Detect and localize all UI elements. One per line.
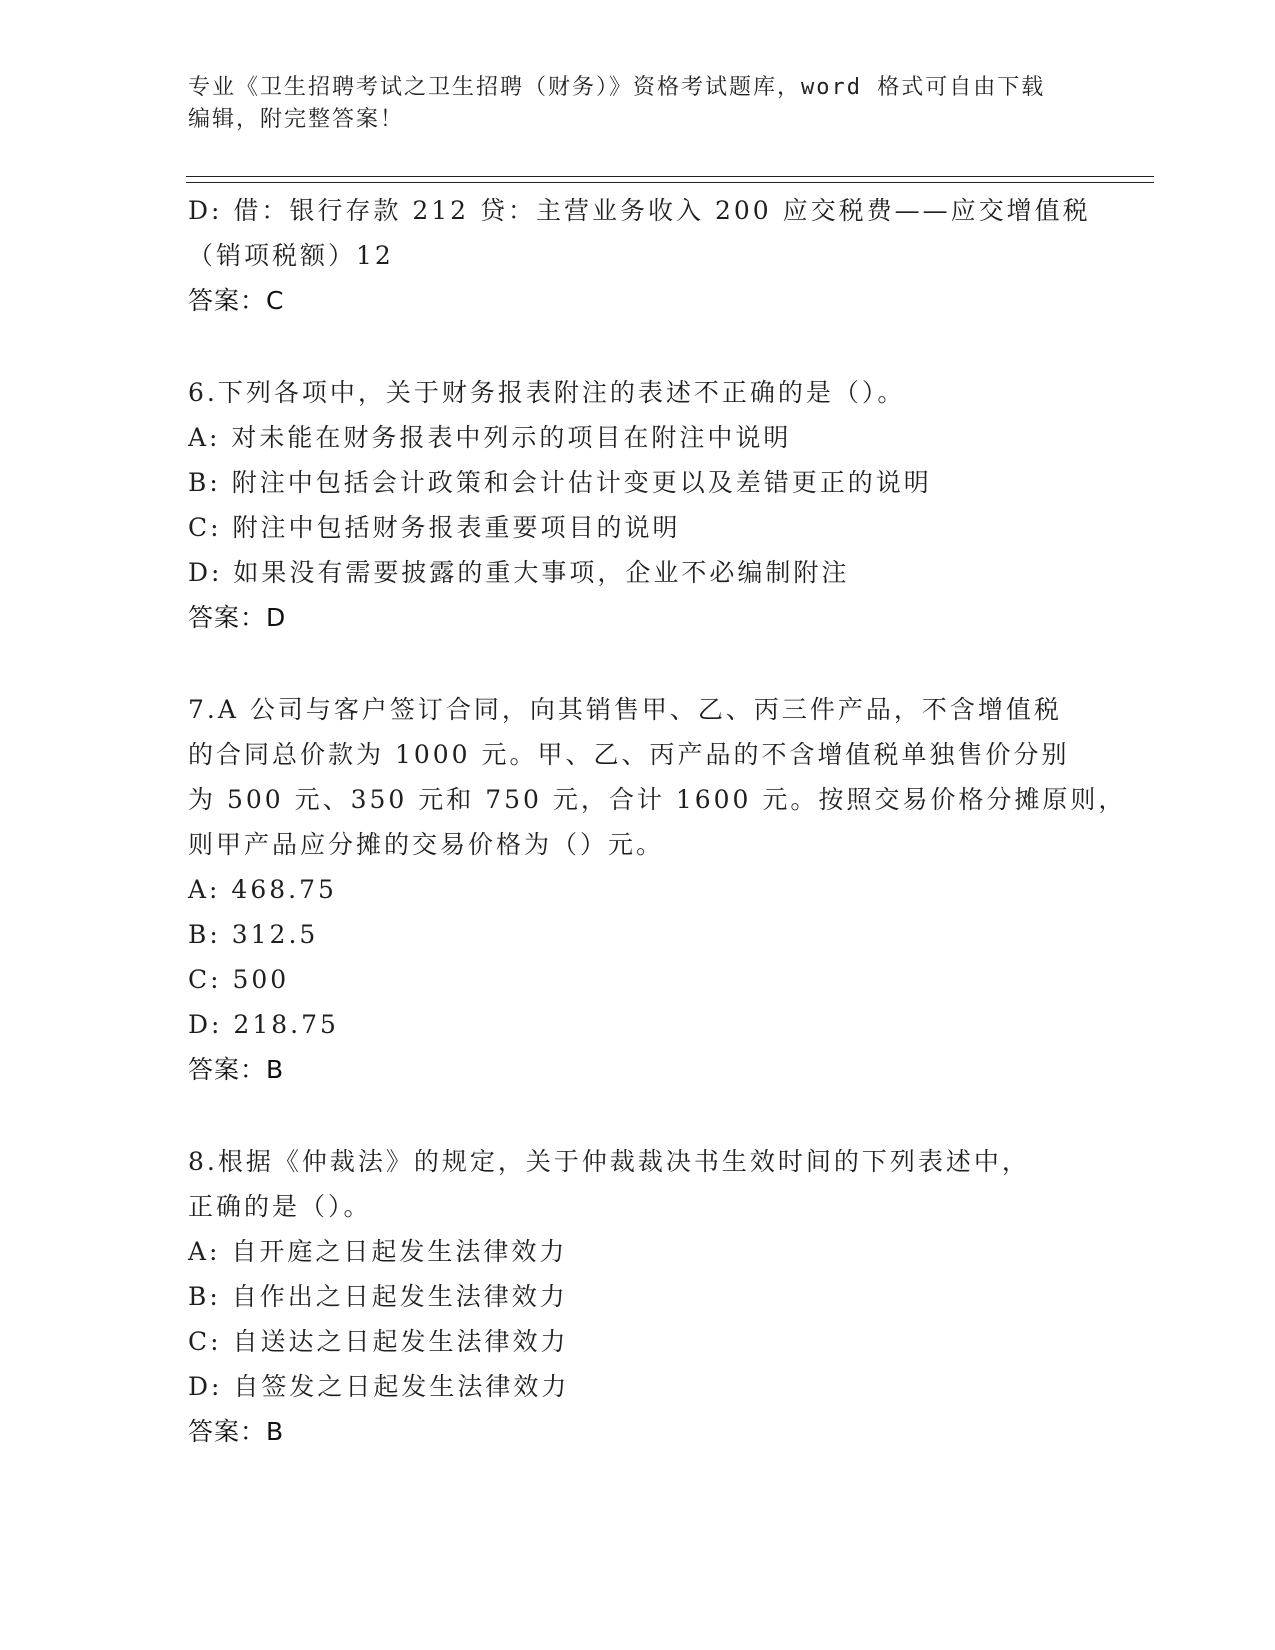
question-stem-line-1: 8.根据《仲裁法》的规定，关于仲裁裁决书生效时间的下列表述中， <box>188 1147 1030 1176</box>
previous-question-tail <box>188 188 1091 323</box>
answer-line: 答案：C <box>188 286 285 315</box>
question-stem-line-2: 的合同总价款为 1000 元。甲、乙、丙产品的不含增值税单独售价分别 <box>188 740 1070 769</box>
option-d: D: 218.75 <box>188 1010 339 1039</box>
document-header <box>188 72 1088 136</box>
question-content <box>188 188 1127 1454</box>
option-d-line-1: D: 借：银行存款 212 贷：主营业务收入 200 应交税费——应交增值税 <box>188 196 1091 225</box>
header-divider-top <box>186 176 1154 177</box>
question-stem-line-1: 7.A 公司与客户签订合同，向其销售甲、乙、丙三件产品，不含增值税 <box>188 695 1062 724</box>
option-d-line-2: （销项税额）12 <box>188 241 394 270</box>
option-d: D: 自签发之日起发生法律效力 <box>188 1372 570 1401</box>
question-stem-line-2: 正确的是（）。 <box>188 1192 372 1221</box>
header-title-line-2: 编辑，附完整答案！ <box>188 107 405 132</box>
answer-line: 答案：B <box>188 1417 285 1446</box>
answer-line: 答案：B <box>188 1055 285 1084</box>
option-b: B: 自作出之日起发生法律效力 <box>188 1282 568 1311</box>
spacer <box>188 1092 1088 1139</box>
option-d: D: 如果没有需要披露的重大事项，企业不必编制附注 <box>188 558 850 587</box>
spacer <box>188 323 1088 370</box>
option-c: C: 500 <box>188 965 290 994</box>
question-7 <box>188 687 1127 1092</box>
header-divider-bottom <box>186 182 1154 183</box>
answer-line: 答案：D <box>188 603 287 632</box>
option-b: B: 附注中包括会计政策和会计估计变更以及差错更正的说明 <box>188 468 932 497</box>
option-b: B: 312.5 <box>188 920 319 949</box>
option-a: A: 自开庭之日起发生法律效力 <box>188 1237 568 1266</box>
option-a: A: 对未能在财务报表中列示的项目在附注中说明 <box>188 423 792 452</box>
header-title-line-1: 专业《卫生招聘考试之卫生招聘（财务）》资格考试题库，word 格式可自由下载 <box>188 75 1046 100</box>
option-c: C: 自送达之日起发生法律效力 <box>188 1327 569 1356</box>
spacer <box>188 640 1088 687</box>
question-stem-line-3: 为 500 元、350 元和 750 元，合计 1600 元。按照交易价格分摊原则， <box>188 785 1127 814</box>
question-stem-line-4: 则甲产品应分摊的交易价格为（）元。 <box>188 830 665 859</box>
question-6 <box>188 370 1088 640</box>
option-a: A: 468.75 <box>188 875 337 904</box>
option-c: C: 附注中包括财务报表重要项目的说明 <box>188 513 681 542</box>
question-stem: 6.下列各项中，关于财务报表附注的表述不正确的是（）。 <box>188 378 906 407</box>
question-8 <box>188 1139 1088 1454</box>
